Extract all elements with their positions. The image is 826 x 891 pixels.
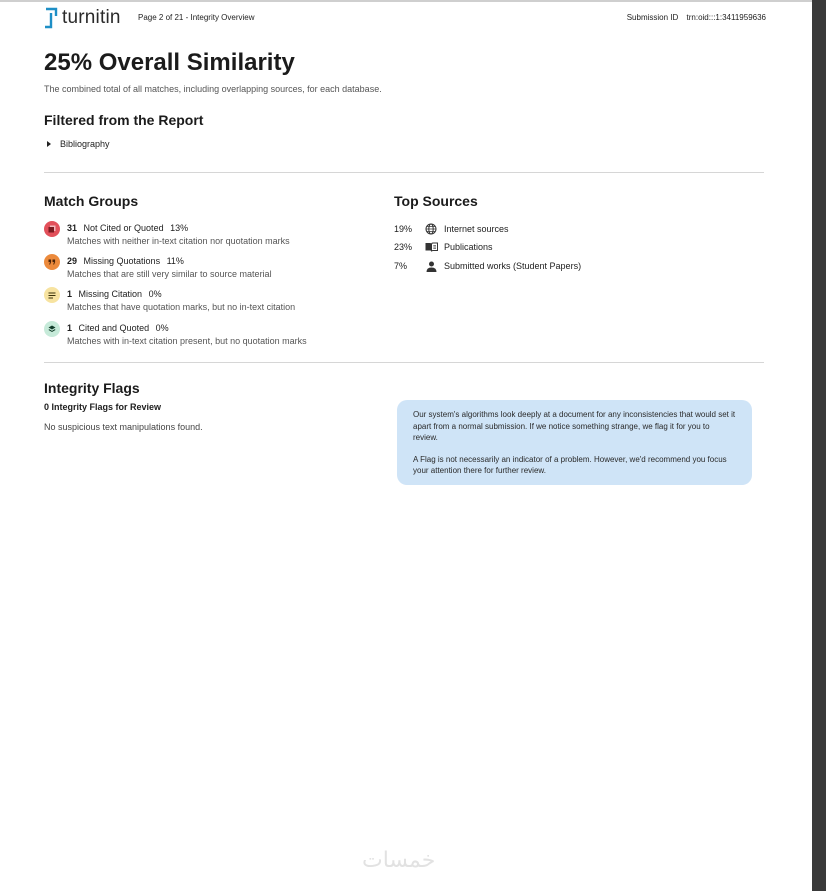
match-group-label: Not Cited or Quoted [83, 223, 164, 233]
match-group-pct: 13% [170, 223, 189, 233]
match-group-desc: Matches that are still very similar to source material [67, 269, 272, 279]
top-sources-title: Top Sources [394, 193, 478, 209]
top-source-label: Internet sources [444, 224, 509, 234]
integrity-flags-count: 0 Integrity Flags for Review [44, 402, 162, 412]
info-paragraph: A Flag is not necessarily an indicator of a problem. However, we'd recommend you focus your attention there for further review. [413, 454, 727, 475]
match-group-summary [67, 223, 188, 233]
match-group-label: Missing Quotations [83, 256, 161, 266]
info-paragraph: Our system's algorithms look deeply at a document for any inconsistencies that would set it apart from a normal submission. If we notice something strange, we flag it for you to review. [413, 410, 736, 442]
match-group-cited-quoted[interactable] [44, 321, 374, 349]
top-source-label: Submitted works (Student Papers) [444, 261, 582, 271]
section-divider [44, 172, 764, 173]
quotation-marks-icon [44, 254, 60, 270]
turnitin-logo-icon [44, 7, 58, 29]
submission-id [627, 13, 766, 22]
submission-id-label: Submission ID [626, 13, 679, 22]
overall-similarity-subtitle: The combined total of all matches, including overlapping sources, for each database. [44, 84, 382, 94]
match-group-summary [67, 256, 184, 266]
integrity-info-box [397, 400, 752, 485]
match-group-count: 1 [67, 323, 73, 333]
top-source-pct: 7% [394, 261, 408, 271]
globe-icon [424, 222, 438, 236]
top-source-publications[interactable] [394, 240, 694, 254]
match-groups-title: Match Groups [44, 193, 139, 209]
top-source-pct: 23% [394, 242, 413, 252]
match-group-missing-quotations[interactable] [44, 254, 374, 282]
match-group-missing-citation[interactable] [44, 287, 374, 315]
filtered-item-bibliography[interactable] [47, 139, 110, 149]
match-group-desc: Matches with in-text citation present, but no quotation marks [67, 336, 307, 346]
match-group-summary [67, 289, 162, 299]
caret-right-icon [47, 141, 51, 147]
submission-id-value: trn:oid:::1:3411959636 [686, 13, 766, 22]
book-icon [424, 240, 438, 254]
match-group-label: Cited and Quoted [78, 323, 150, 333]
viewer-scrollbar-track[interactable] [812, 0, 826, 891]
match-group-desc: Matches that have quotation marks, but no in-text citation [67, 302, 296, 312]
text-lines-icon [44, 287, 60, 303]
match-group-pct: 0% [155, 323, 169, 333]
match-group-pct: 0% [148, 289, 162, 299]
page-info: Page 2 of 21 - Integrity Overview [138, 13, 255, 22]
integrity-flags-title: Integrity Flags [44, 380, 140, 396]
stacked-pages-icon [44, 221, 60, 237]
match-group-count: 1 [67, 289, 73, 299]
top-source-student-papers[interactable] [394, 259, 694, 273]
top-source-pct: 19% [394, 224, 413, 234]
turnitin-logo [44, 6, 121, 30]
top-source-internet[interactable] [394, 222, 694, 236]
match-group-desc: Matches with neither in-text citation nor quotation marks [67, 236, 290, 246]
integrity-flags-none: No suspicious text manipulations found. [44, 422, 203, 432]
watermark: خمسات [362, 848, 436, 873]
page-header [44, 6, 766, 30]
logo-text: turnitin [62, 7, 121, 28]
section-divider [44, 362, 764, 363]
filtered-item-label: Bibliography [60, 139, 110, 149]
person-icon [424, 259, 438, 273]
match-group-count: 29 [67, 256, 78, 266]
match-group-not-cited[interactable] [44, 221, 374, 249]
overall-similarity-title: 25% Overall Similarity [44, 49, 295, 76]
match-group-label: Missing Citation [78, 289, 143, 299]
top-source-label: Publications [444, 242, 493, 252]
match-group-count: 31 [67, 223, 78, 233]
match-group-pct: 11% [166, 256, 184, 266]
filtered-title: Filtered from the Report [44, 112, 204, 128]
layers-icon [44, 321, 60, 337]
match-group-summary [67, 323, 169, 333]
